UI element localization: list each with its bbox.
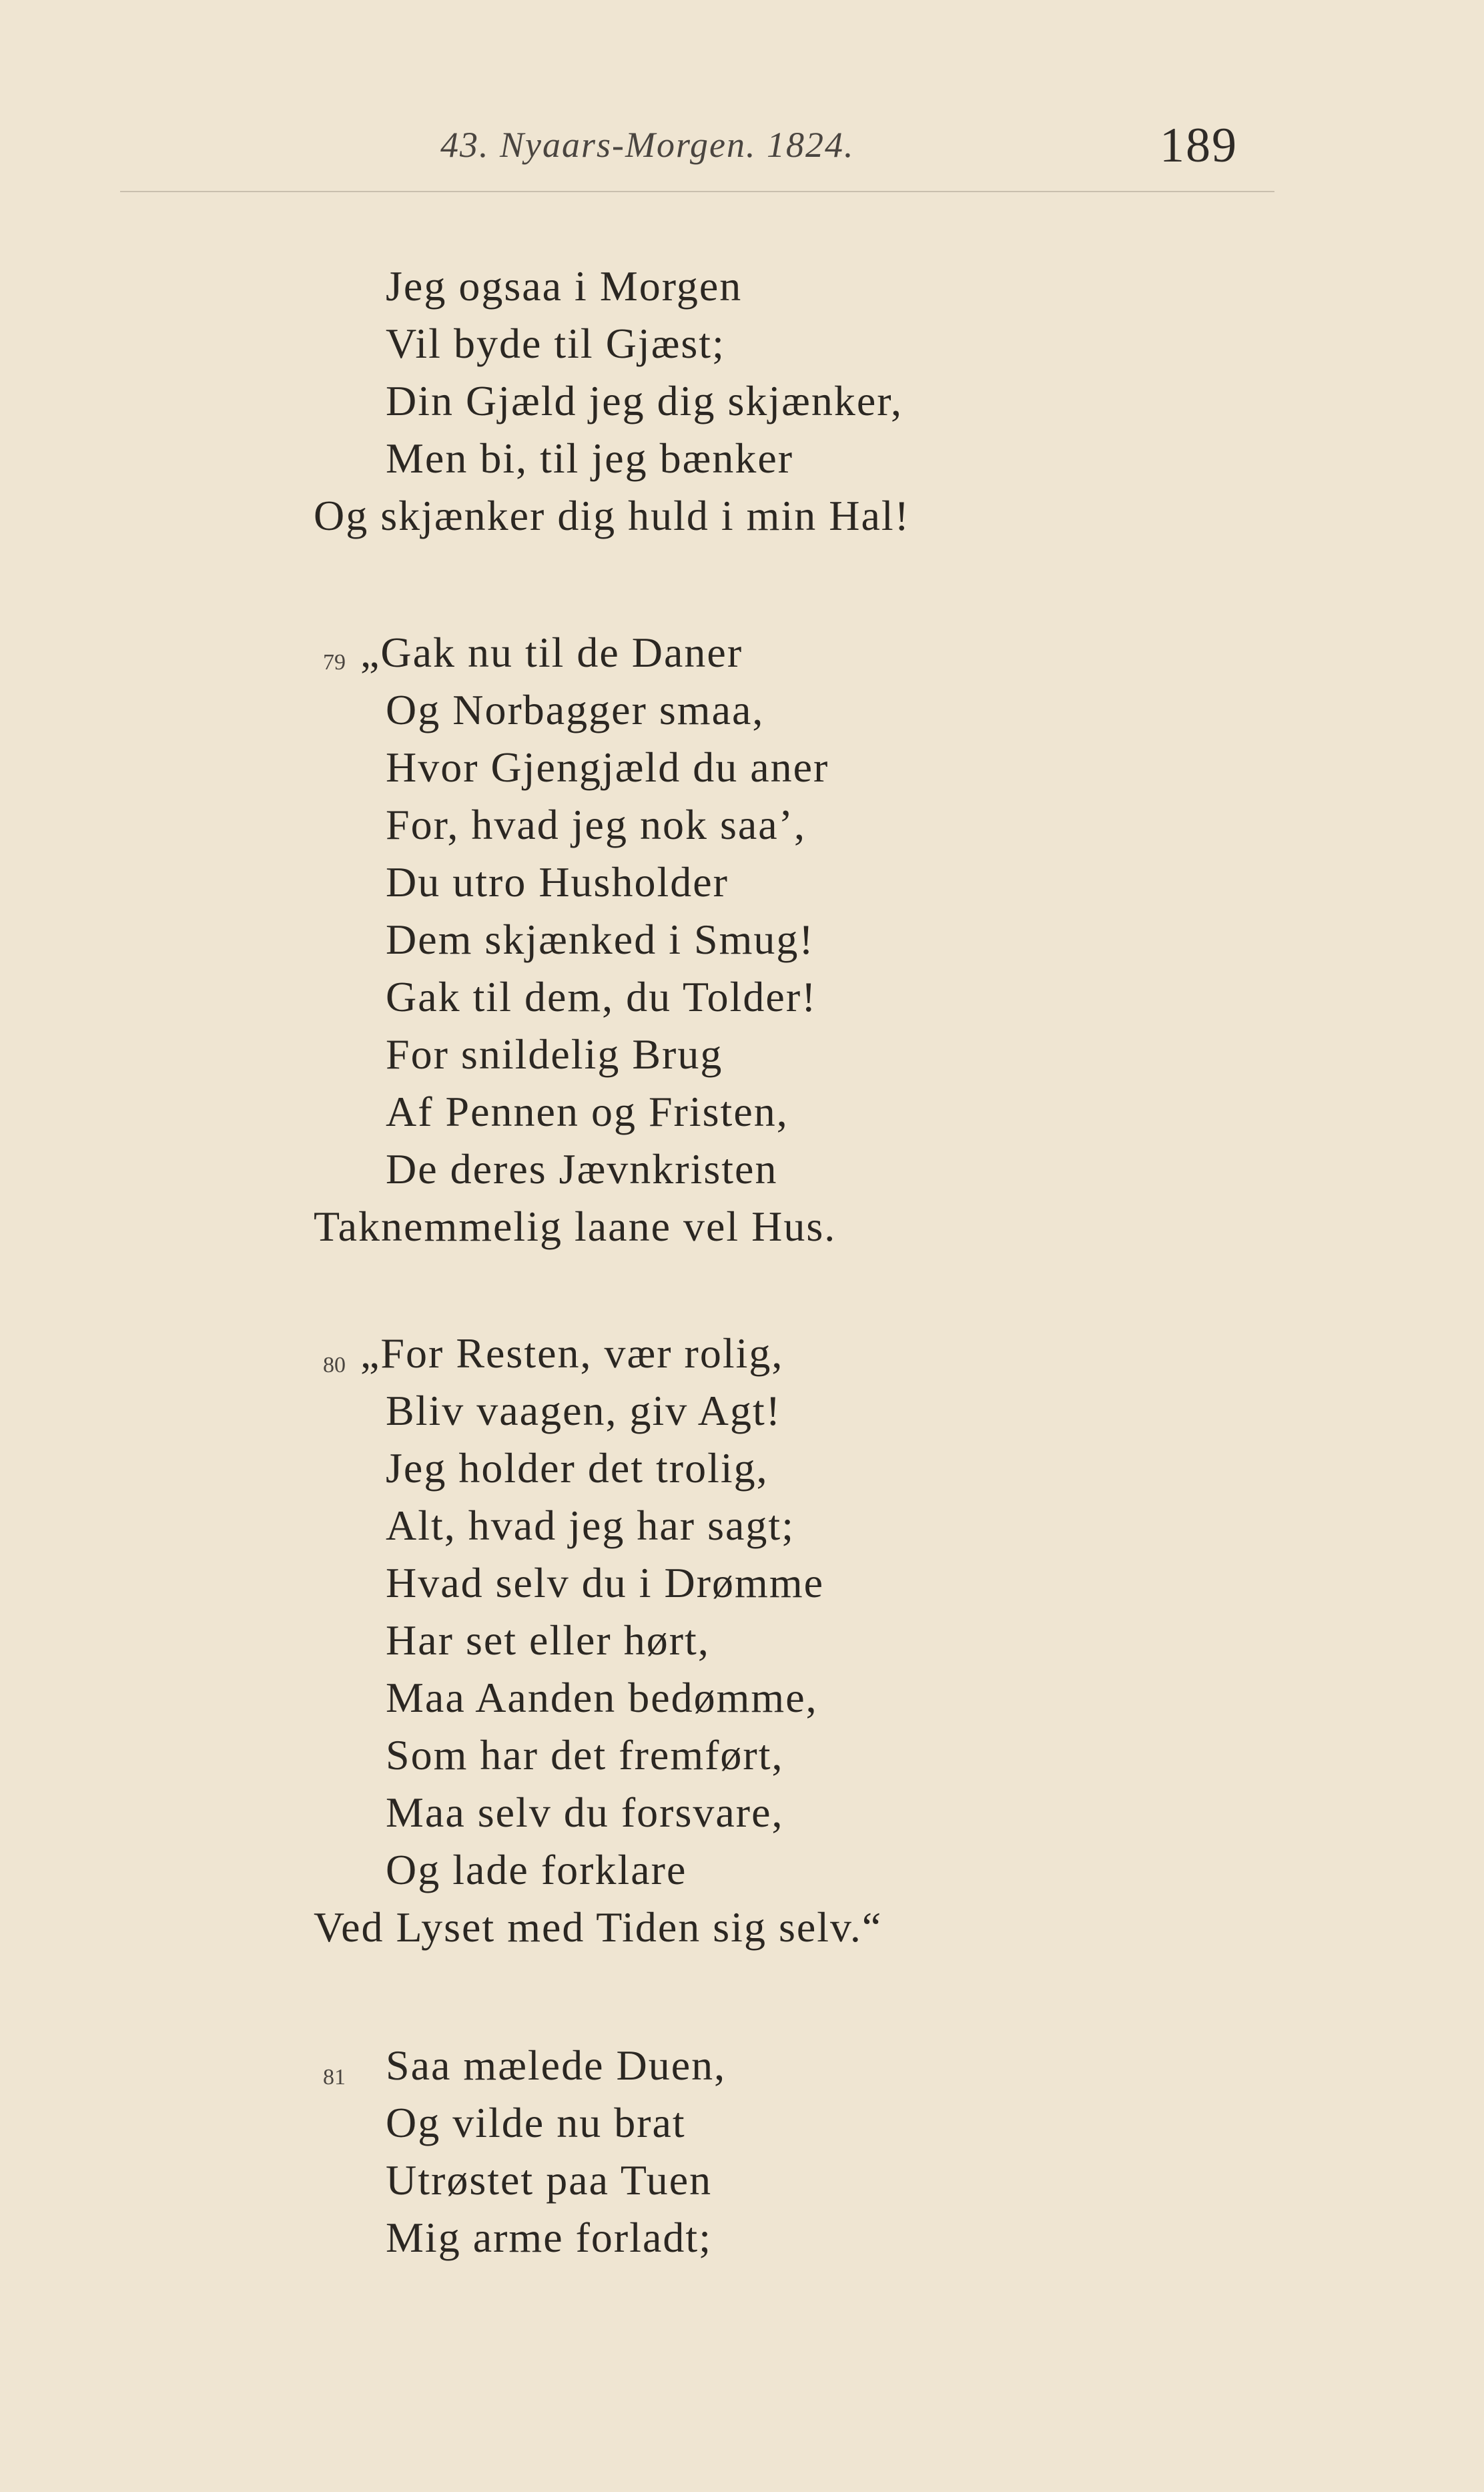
verse-line: Din Gjæld jeg dig skjænker, [386, 377, 903, 424]
verse-line: Mig arme forladt; [386, 2214, 712, 2261]
verse-line: For, hvad jeg nok saa’, [386, 801, 806, 848]
verse-line: Men bi, til jeg bænker [386, 434, 794, 482]
verse-line: Gak til dem, du Tolder! [386, 973, 817, 1020]
verse-line: Hvor Gjengjæld du aner [386, 743, 829, 791]
verse-line: Og lade forklare [386, 1846, 687, 1893]
verse-line: Hvad selv du i Drømme [386, 1559, 824, 1606]
verse-line: Du utro Husholder [386, 858, 729, 906]
verse-line: Maa Aanden bedømme, [386, 1674, 818, 1721]
verse-line: Utrøstet paa Tuen [386, 2156, 713, 2204]
verse-line: Vil byde til Gjæst; [386, 320, 725, 367]
verse-line: Dem skjænked i Smug! [386, 916, 815, 963]
verse-line: Maa selv du forsvare, [386, 1789, 784, 1836]
verse-line: Alt, hvad jeg har sagt; [386, 1502, 795, 1549]
verse-line: Taknemmelig laane vel Hus. [314, 1203, 837, 1250]
running-header [0, 112, 1484, 179]
running-title: 43. Nyaars-Morgen. 1824. [440, 125, 855, 165]
stanza-number: 80 [323, 1353, 346, 1377]
verse-line: Bliv vaagen, giv Agt! [386, 1387, 782, 1434]
stanza-number: 81 [323, 2065, 346, 2090]
verse-line: For snildelig Brug [386, 1030, 723, 1078]
verse-line: „Gak nu til de Daner [360, 629, 743, 676]
verse-line: Har set eller hørt, [386, 1616, 710, 1664]
verse-line: Saa mælede Duen, [386, 2042, 727, 2089]
verse-line: Som har det fremført, [386, 1731, 784, 1779]
verse-line: Og Norbagger smaa, [386, 686, 765, 733]
verse-line: Jeg holder det trolig, [386, 1444, 769, 1492]
header-rule [120, 191, 1274, 192]
verse-line: De deres Jævnkristen [386, 1145, 778, 1193]
verse-line: Og skjænker dig huld i min Hal! [314, 492, 910, 539]
verse-line: „For Resten, vær rolig, [360, 1329, 784, 1377]
stanza-number: 79 [323, 650, 346, 675]
verse-line: Og vilde nu brat [386, 2099, 686, 2146]
verse-line: Ved Lyset med Tiden sig selv.“ [314, 1903, 883, 1951]
page-number: 189 [1160, 118, 1238, 173]
verse-line: Jeg ogsaa i Morgen [386, 262, 743, 310]
verse-line: Af Pennen og Fristen, [386, 1088, 789, 1135]
